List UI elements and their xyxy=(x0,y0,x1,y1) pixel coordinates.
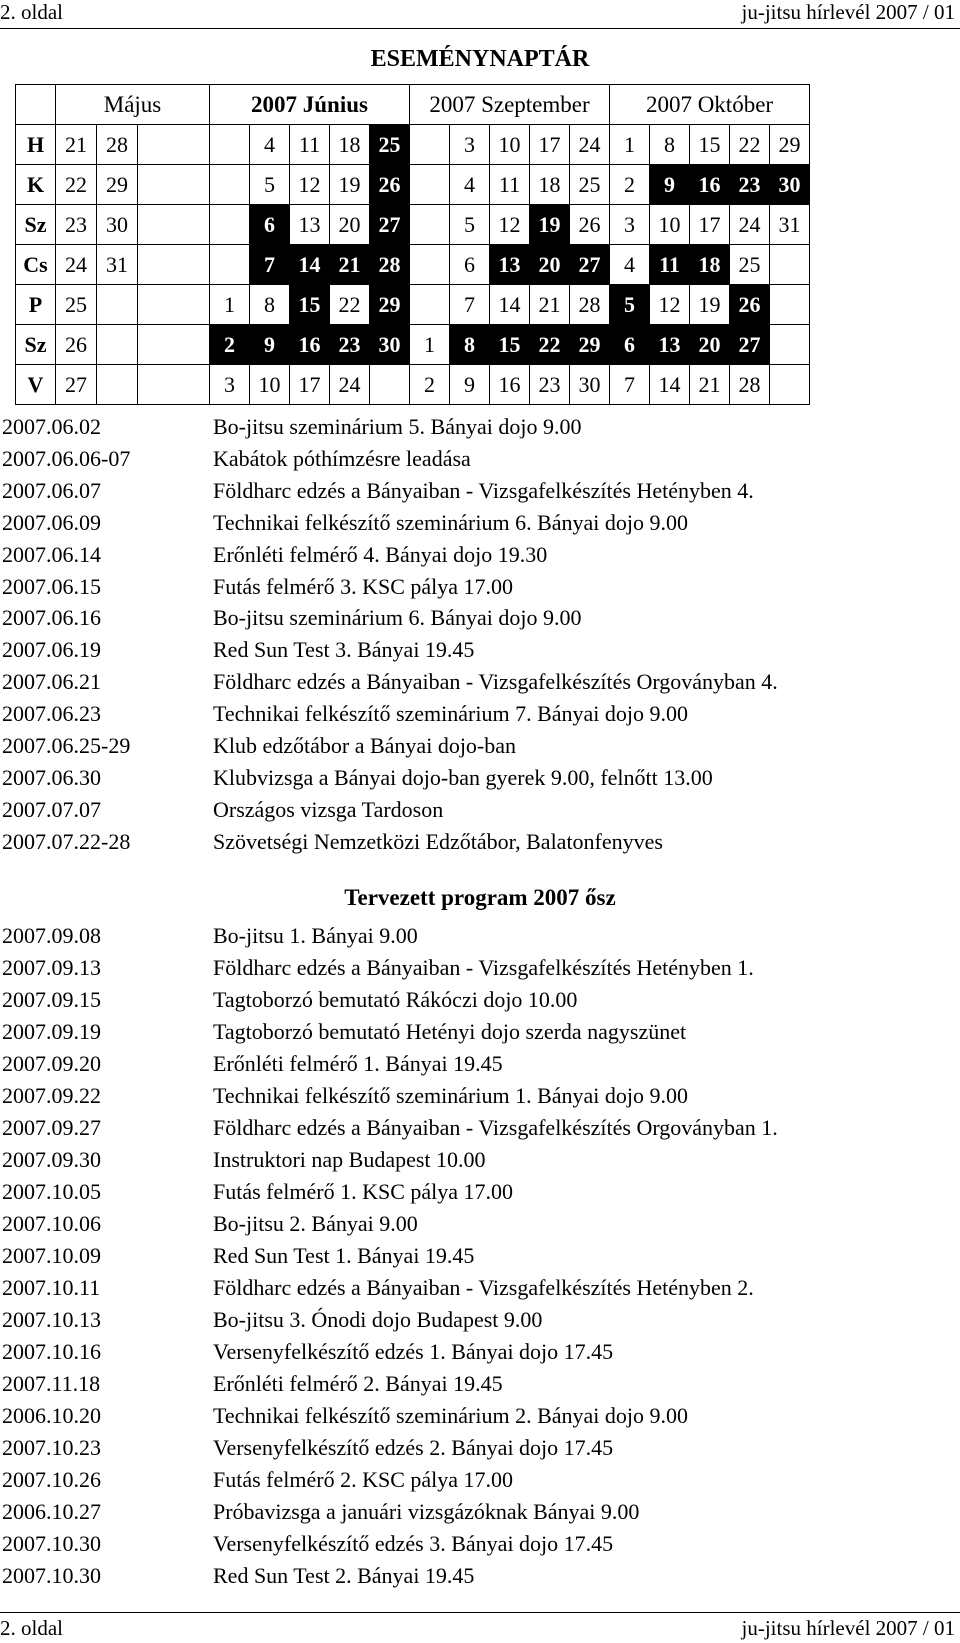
event-description: Bo-jitsu 3. Ónodi dojo Budapest 9.00 xyxy=(213,1307,543,1332)
event-row xyxy=(0,987,960,1018)
day-cell: 21 xyxy=(530,285,570,325)
day-cell: 22 xyxy=(730,125,770,165)
event-description: Bo-jitsu 1. Bányai 9.00 xyxy=(213,923,418,948)
event-row xyxy=(0,1307,960,1338)
day-cell: 2 xyxy=(410,365,450,405)
calendar-corner xyxy=(16,85,56,125)
event-row xyxy=(0,1371,960,1402)
event-row xyxy=(0,797,960,828)
event-date: 2007.11.18 xyxy=(2,1371,101,1396)
highlighted-day-cell: 9 xyxy=(650,165,690,205)
event-description: Tagtoborzó bemutató Rákóczi dojo 10.00 xyxy=(213,987,578,1012)
day-cell: 10 xyxy=(650,205,690,245)
day-cell: 5 xyxy=(450,205,490,245)
highlighted-day-cell: 15 xyxy=(490,325,530,365)
event-date: 2007.06.25-29 xyxy=(2,733,131,758)
highlighted-day-cell: 5 xyxy=(610,285,650,325)
day-cell xyxy=(210,165,250,205)
highlighted-day-cell: 25 xyxy=(370,125,410,165)
weekday-label: Cs xyxy=(16,245,56,285)
day-cell xyxy=(97,285,138,325)
month-header: 2007 Június xyxy=(210,85,410,125)
day-cell: 24 xyxy=(330,365,370,405)
event-description: Red Sun Test 2. Bányai 19.45 xyxy=(213,1563,475,1588)
day-cell: 16 xyxy=(490,365,530,405)
event-row xyxy=(0,733,960,764)
day-cell: 31 xyxy=(97,245,138,285)
event-row xyxy=(0,669,960,700)
calendar-week-row xyxy=(16,125,810,165)
highlighted-day-cell: 19 xyxy=(530,205,570,245)
event-date: 2007.10.09 xyxy=(2,1243,101,1268)
event-row xyxy=(0,1339,960,1370)
month-header: Május xyxy=(56,85,210,125)
day-cell: 1 xyxy=(210,285,250,325)
event-description: Földharc edzés a Bányaiban - Vizsgafelkészítés Hetényben 4. xyxy=(213,477,754,503)
event-date: 2007.10.06 xyxy=(2,1211,101,1236)
event-date: 2007.09.27 xyxy=(2,1115,101,1140)
highlighted-day-cell: 30 xyxy=(770,165,810,205)
highlighted-day-cell: 22 xyxy=(530,325,570,365)
day-cell: 19 xyxy=(330,165,370,205)
event-row xyxy=(0,414,960,445)
event-row xyxy=(0,1435,960,1466)
day-cell: 18 xyxy=(530,165,570,205)
day-cell: 7 xyxy=(610,365,650,405)
highlighted-day-cell: 2 xyxy=(210,325,250,365)
highlighted-day-cell: 21 xyxy=(330,245,370,285)
event-description: Versenyfelkészítő edzés 2. Bányai dojo 17.45 xyxy=(213,1435,614,1460)
day-cell: 2 xyxy=(610,165,650,205)
event-description: Red Sun Test 3. Bányai 19.45 xyxy=(213,637,475,663)
event-row xyxy=(0,574,960,605)
highlighted-day-cell: 29 xyxy=(370,285,410,325)
weekday-label: Sz xyxy=(16,325,56,365)
day-cell-spacer xyxy=(138,125,210,165)
day-cell: 10 xyxy=(250,365,290,405)
calendar-week-row xyxy=(16,205,810,245)
event-row xyxy=(0,1531,960,1562)
day-cell: 13 xyxy=(290,205,330,245)
highlighted-day-cell: 23 xyxy=(330,325,370,365)
day-cell: 28 xyxy=(570,285,610,325)
event-date: 2006.10.20 xyxy=(2,1403,101,1428)
event-description: Futás felmérő 1. KSC pálya 17.00 xyxy=(213,1179,514,1204)
event-description: Red Sun Test 1. Bányai 19.45 xyxy=(213,1243,475,1268)
day-cell: 1 xyxy=(410,325,450,365)
day-cell xyxy=(410,125,450,165)
highlighted-day-cell: 16 xyxy=(690,165,730,205)
day-cell: 24 xyxy=(570,125,610,165)
event-description: Technikai felkészítő szeminárium 6. Bányai dojo 9.00 xyxy=(213,509,688,535)
event-date: 2007.10.23 xyxy=(2,1435,101,1460)
event-description: Technikai felkészítő szeminárium 1. Bányai dojo 9.00 xyxy=(213,1083,688,1108)
event-row xyxy=(0,510,960,541)
event-row xyxy=(0,1403,960,1434)
event-description: Tagtoborzó bemutató Hetényi dojo szerda nagyszünet xyxy=(213,1019,687,1044)
event-row xyxy=(0,1211,960,1242)
day-cell: 17 xyxy=(690,205,730,245)
highlighted-day-cell: 27 xyxy=(730,325,770,365)
page-number: 2. oldal xyxy=(0,0,63,24)
highlighted-day-cell: 11 xyxy=(650,245,690,285)
calendar-week-row xyxy=(16,365,810,405)
event-row xyxy=(0,637,960,668)
day-cell: 26 xyxy=(56,325,97,365)
event-date: 2007.09.22 xyxy=(2,1083,101,1108)
day-cell xyxy=(770,325,810,365)
event-description: Szövetségi Nemzetközi Edzőtábor, Balatonfenyves xyxy=(213,828,663,854)
event-row xyxy=(0,701,960,732)
newsletter-title: ju-jitsu hírlevél 2007 / 01 xyxy=(741,0,955,24)
event-row xyxy=(0,955,960,986)
day-cell: 6 xyxy=(450,245,490,285)
highlighted-day-cell: 29 xyxy=(570,325,610,365)
event-row xyxy=(0,1179,960,1210)
day-cell: 22 xyxy=(330,285,370,325)
event-date: 2007.06.23 xyxy=(2,701,101,727)
highlighted-day-cell: 23 xyxy=(730,165,770,205)
page-number: 2. oldal xyxy=(0,1616,63,1640)
day-cell: 29 xyxy=(770,125,810,165)
event-description: Próbavizsga a januári vizsgázóknak Bányai 9.00 xyxy=(213,1499,640,1524)
event-description: Technikai felkészítő szeminárium 2. Bányai dojo 9.00 xyxy=(213,1403,688,1428)
day-cell: 24 xyxy=(56,245,97,285)
day-cell xyxy=(97,365,138,405)
event-date: 2007.06.02 xyxy=(2,414,101,439)
event-date: 2006.10.27 xyxy=(2,1499,101,1524)
day-cell: 20 xyxy=(330,205,370,245)
month-header: 2007 Szeptember xyxy=(410,85,610,125)
day-cell: 30 xyxy=(97,205,138,245)
event-date: 2007.06.09 xyxy=(2,509,101,535)
day-cell-spacer xyxy=(138,365,210,405)
day-cell: 26 xyxy=(570,205,610,245)
highlighted-day-cell: 20 xyxy=(690,325,730,365)
day-cell: 12 xyxy=(650,285,690,325)
weekday-label: Sz xyxy=(16,205,56,245)
event-row xyxy=(0,542,960,573)
page-header xyxy=(0,0,960,29)
calendar-month-row xyxy=(16,85,810,125)
event-description: Bo-jitsu szeminárium 6. Bányai dojo 9.00 xyxy=(213,605,582,631)
day-cell: 4 xyxy=(450,165,490,205)
event-date: 2007.10.30 xyxy=(2,1563,101,1588)
event-calendar xyxy=(15,84,810,405)
highlighted-day-cell: 26 xyxy=(370,165,410,205)
day-cell: 14 xyxy=(490,285,530,325)
highlighted-day-cell: 14 xyxy=(290,245,330,285)
event-date: 2007.06.19 xyxy=(2,637,101,663)
highlighted-day-cell: 27 xyxy=(370,205,410,245)
event-row xyxy=(0,1499,960,1530)
day-cell: 14 xyxy=(650,365,690,405)
day-cell: 15 xyxy=(690,125,730,165)
event-description: Földharc edzés a Bányaiban - Vizsgafelkészítés Hetényben 2. xyxy=(213,1275,754,1300)
event-description: Klubvizsga a Bányai dojo-ban gyerek 9.00, felnőtt 13.00 xyxy=(213,764,713,790)
day-cell: 21 xyxy=(690,365,730,405)
event-date: 2007.06.21 xyxy=(2,669,101,695)
event-description: Országos vizsga Tardoson xyxy=(213,796,444,822)
event-date: 2007.06.14 xyxy=(2,541,101,567)
event-date: 2007.09.13 xyxy=(2,955,101,980)
event-description: Bo-jitsu szeminárium 5. Bányai dojo 9.00 xyxy=(213,414,582,439)
autumn-program-title: Tervezett program 2007 ősz xyxy=(344,885,616,910)
event-description: Instruktori nap Budapest 10.00 xyxy=(213,1147,486,1172)
event-row xyxy=(0,478,960,509)
highlighted-day-cell: 26 xyxy=(730,285,770,325)
highlighted-day-cell: 6 xyxy=(250,205,290,245)
day-cell xyxy=(410,165,450,205)
highlighted-day-cell: 13 xyxy=(650,325,690,365)
event-row xyxy=(0,923,960,954)
highlighted-day-cell: 18 xyxy=(690,245,730,285)
day-cell: 24 xyxy=(730,205,770,245)
event-row xyxy=(0,829,960,860)
event-row xyxy=(0,765,960,796)
day-cell: 3 xyxy=(450,125,490,165)
event-date: 2007.10.13 xyxy=(2,1307,101,1332)
day-cell: 1 xyxy=(610,125,650,165)
weekday-label: V xyxy=(16,365,56,405)
day-cell: 8 xyxy=(650,125,690,165)
day-cell: 25 xyxy=(56,285,97,325)
event-date: 2007.09.20 xyxy=(2,1051,101,1076)
day-cell xyxy=(410,285,450,325)
day-cell: 12 xyxy=(490,205,530,245)
page-footer xyxy=(0,1612,960,1643)
highlighted-day-cell: 8 xyxy=(450,325,490,365)
event-date: 2007.07.07 xyxy=(2,796,101,822)
day-cell: 8 xyxy=(250,285,290,325)
event-description: Futás felmérő 3. KSC pálya 17.00 xyxy=(213,573,514,599)
day-cell-spacer xyxy=(138,205,210,245)
event-description: Klub edzőtábor a Bányai dojo-ban xyxy=(213,733,517,758)
highlighted-day-cell: 9 xyxy=(250,325,290,365)
day-cell: 11 xyxy=(490,165,530,205)
event-description: Földharc edzés a Bányaiban - Vizsgafelkészítés Orgoványban 1. xyxy=(213,1115,778,1140)
day-cell: 3 xyxy=(610,205,650,245)
highlighted-day-cell: 6 xyxy=(610,325,650,365)
highlighted-day-cell: 15 xyxy=(290,285,330,325)
day-cell: 29 xyxy=(97,165,138,205)
highlighted-day-cell: 13 xyxy=(490,245,530,285)
day-cell: 4 xyxy=(610,245,650,285)
event-row xyxy=(0,605,960,636)
event-date: 2007.06.07 xyxy=(2,477,101,503)
day-cell xyxy=(770,245,810,285)
day-cell: 27 xyxy=(56,365,97,405)
day-cell-spacer xyxy=(138,285,210,325)
day-cell: 7 xyxy=(450,285,490,325)
day-cell: 9 xyxy=(450,365,490,405)
day-cell-spacer xyxy=(138,165,210,205)
event-description: Futás felmérő 2. KSC pálya 17.00 xyxy=(213,1467,514,1492)
event-date: 2007.07.22-28 xyxy=(2,828,131,854)
event-row xyxy=(0,1147,960,1178)
day-cell xyxy=(410,245,450,285)
highlighted-day-cell: 27 xyxy=(570,245,610,285)
calendar-title: ESEMÉNYNAPTÁR xyxy=(370,46,590,72)
day-cell: 4 xyxy=(250,125,290,165)
weekday-label: P xyxy=(16,285,56,325)
day-cell xyxy=(97,325,138,365)
day-cell: 12 xyxy=(290,165,330,205)
day-cell: 21 xyxy=(56,125,97,165)
highlighted-day-cell: 30 xyxy=(370,325,410,365)
event-date: 2007.10.05 xyxy=(2,1179,101,1204)
day-cell: 31 xyxy=(770,205,810,245)
day-cell: 19 xyxy=(690,285,730,325)
day-cell xyxy=(410,205,450,245)
event-row xyxy=(0,1243,960,1274)
event-date: 2007.09.19 xyxy=(2,1019,101,1044)
event-description: Kabátok póthímzésre leadása xyxy=(213,445,471,471)
day-cell xyxy=(770,285,810,325)
event-row xyxy=(0,1563,960,1594)
day-cell xyxy=(370,365,410,405)
event-row xyxy=(0,446,960,477)
event-row xyxy=(0,1083,960,1114)
event-description: Földharc edzés a Bányaiban - Vizsgafelkészítés Hetényben 1. xyxy=(213,955,754,980)
event-row xyxy=(0,1467,960,1498)
event-row xyxy=(0,1019,960,1050)
event-date: 2007.06.30 xyxy=(2,764,101,790)
event-date: 2007.09.30 xyxy=(2,1147,101,1172)
event-date: 2007.06.06-07 xyxy=(2,445,131,471)
day-cell: 25 xyxy=(570,165,610,205)
highlighted-day-cell: 20 xyxy=(530,245,570,285)
day-cell: 28 xyxy=(97,125,138,165)
calendar-week-row xyxy=(16,285,810,325)
event-date: 2007.10.26 xyxy=(2,1467,101,1492)
highlighted-day-cell: 28 xyxy=(370,245,410,285)
event-date: 2007.09.08 xyxy=(2,923,101,948)
day-cell: 18 xyxy=(330,125,370,165)
event-description: Bo-jitsu 2. Bányai 9.00 xyxy=(213,1211,418,1236)
day-cell: 10 xyxy=(490,125,530,165)
event-description: Technikai felkészítő szeminárium 7. Bányai dojo 9.00 xyxy=(213,701,688,727)
event-description: Versenyfelkészítő edzés 1. Bányai dojo 17.45 xyxy=(213,1339,614,1364)
event-description: Erőnléti felmérő 1. Bányai 19.45 xyxy=(213,1051,503,1076)
day-cell: 30 xyxy=(570,365,610,405)
event-row xyxy=(0,1115,960,1146)
calendar-week-row xyxy=(16,165,810,205)
event-date: 2007.10.30 xyxy=(2,1531,101,1556)
event-description: Földharc edzés a Bányaiban - Vizsgafelkészítés Orgoványban 4. xyxy=(213,669,778,695)
day-cell xyxy=(210,125,250,165)
event-date: 2007.06.16 xyxy=(2,605,101,631)
day-cell: 17 xyxy=(290,365,330,405)
event-description: Erőnléti felmérő 4. Bányai dojo 19.30 xyxy=(213,541,548,567)
day-cell xyxy=(210,245,250,285)
calendar-week-row xyxy=(16,245,810,285)
event-date: 2007.06.15 xyxy=(2,573,101,599)
event-description: Erőnléti felmérő 2. Bányai 19.45 xyxy=(213,1371,503,1396)
day-cell: 22 xyxy=(56,165,97,205)
month-header: 2007 Október xyxy=(610,85,810,125)
event-row xyxy=(0,1051,960,1082)
day-cell-spacer xyxy=(138,245,210,285)
day-cell: 23 xyxy=(530,365,570,405)
weekday-label: K xyxy=(16,165,56,205)
day-cell: 25 xyxy=(730,245,770,285)
day-cell: 3 xyxy=(210,365,250,405)
highlighted-day-cell: 16 xyxy=(290,325,330,365)
highlighted-day-cell: 7 xyxy=(250,245,290,285)
day-cell: 17 xyxy=(530,125,570,165)
day-cell: 28 xyxy=(730,365,770,405)
day-cell: 5 xyxy=(250,165,290,205)
event-row xyxy=(0,1275,960,1306)
newsletter-title: ju-jitsu hírlevél 2007 / 01 xyxy=(741,1616,955,1640)
calendar-week-row xyxy=(16,325,810,365)
day-cell-spacer xyxy=(138,325,210,365)
day-cell: 23 xyxy=(56,205,97,245)
day-cell xyxy=(770,365,810,405)
event-date: 2007.09.15 xyxy=(2,987,101,1012)
event-date: 2007.10.16 xyxy=(2,1339,101,1364)
day-cell xyxy=(210,205,250,245)
event-date: 2007.10.11 xyxy=(2,1275,101,1300)
event-description: Versenyfelkészítő edzés 3. Bányai dojo 17.45 xyxy=(213,1531,614,1556)
day-cell: 11 xyxy=(290,125,330,165)
weekday-label: H xyxy=(16,125,56,165)
